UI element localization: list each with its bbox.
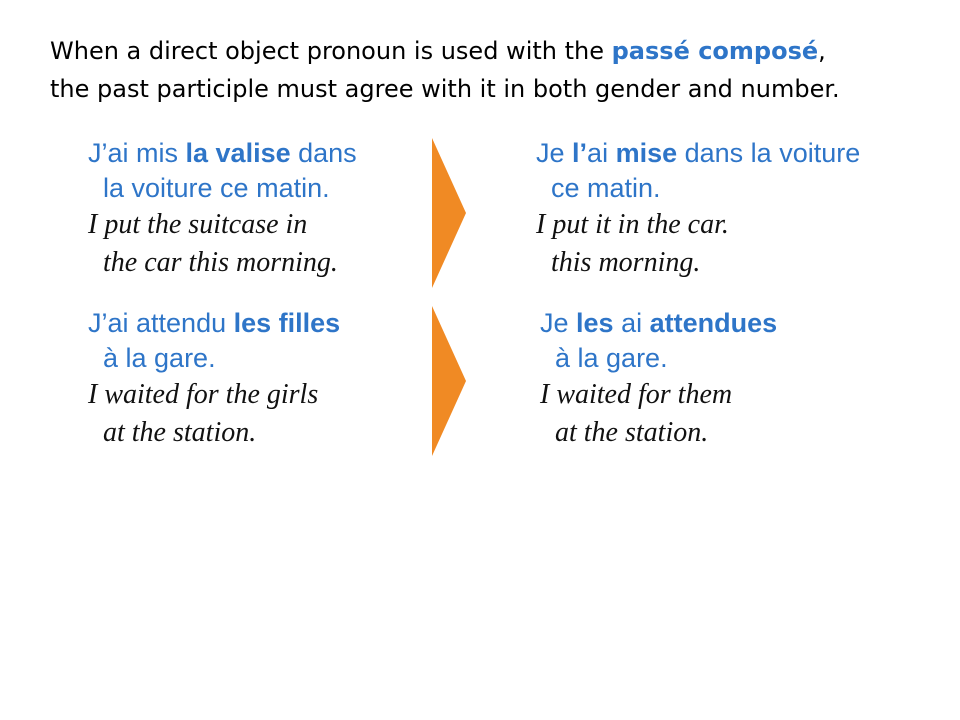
intro-text <box>50 32 950 108</box>
example-1-transformed-french-line-2: ce matin. <box>551 173 661 203</box>
fr-text: dans <box>290 138 357 168</box>
intro-text-part1: When a direct object pronoun is used with the <box>50 37 612 65</box>
example-2-original <box>88 306 340 452</box>
example-2-transformed-english-line-2: at the station. <box>555 417 709 448</box>
example-1-transformed-english-line-1: I put it in the car. <box>536 209 729 240</box>
chevron-right-arrow-icon <box>432 306 466 456</box>
chevron-right-arrow-icon <box>432 138 466 288</box>
example-2-transformed-french-line-1 <box>540 306 777 341</box>
example-1-original <box>88 136 357 282</box>
intro-line-1 <box>50 32 950 70</box>
fr-direct-object: les filles <box>233 308 341 338</box>
example-1-original-french-line-2: la voiture ce matin. <box>103 173 330 203</box>
intro-text-part2: , <box>818 37 826 65</box>
intro-line-2: the past participle must agree with it in both gender and number. <box>50 75 840 103</box>
fr-direct-object: la valise <box>185 138 291 168</box>
example-2-transformed-french-line-2: à la gare. <box>555 343 668 373</box>
fr-pronoun: les <box>576 308 614 338</box>
example-1-original-english-line-1: I put the suitcase in <box>88 209 308 240</box>
example-1-original-french-line-1 <box>88 136 357 171</box>
fr-participle: attendues <box>649 308 778 338</box>
arrow-shape <box>432 306 466 456</box>
example-2-original-english-line-2: at the station. <box>103 417 257 448</box>
fr-text: J’ai attendu <box>88 308 234 338</box>
fr-pronoun: l’ <box>572 138 588 168</box>
fr-text: ai <box>587 138 616 168</box>
example-1-transformed-english-line-2: this morning. <box>551 247 701 278</box>
example-2-original-french-line-2: à la gare. <box>103 343 216 373</box>
example-2-original-french-line-1 <box>88 306 340 341</box>
example-2-transformed <box>540 306 777 452</box>
fr-text: ai <box>613 308 650 338</box>
fr-text: Je <box>536 138 573 168</box>
example-2-transformed-english-line-1: I waited for them <box>540 379 733 410</box>
example-1-original-english-line-2: the car this morning. <box>103 247 338 278</box>
example-1-transformed <box>536 136 860 282</box>
arrow-shape <box>432 138 466 288</box>
fr-text: dans la voiture <box>677 138 861 168</box>
fr-text: J’ai mis <box>88 138 186 168</box>
fr-text: Je <box>540 308 577 338</box>
example-1-transformed-french-line-1 <box>536 136 860 171</box>
example-2-original-english-line-1: I waited for the girls <box>88 379 319 410</box>
fr-participle: mise <box>615 138 678 168</box>
intro-highlight-term: passé composé <box>611 37 819 65</box>
